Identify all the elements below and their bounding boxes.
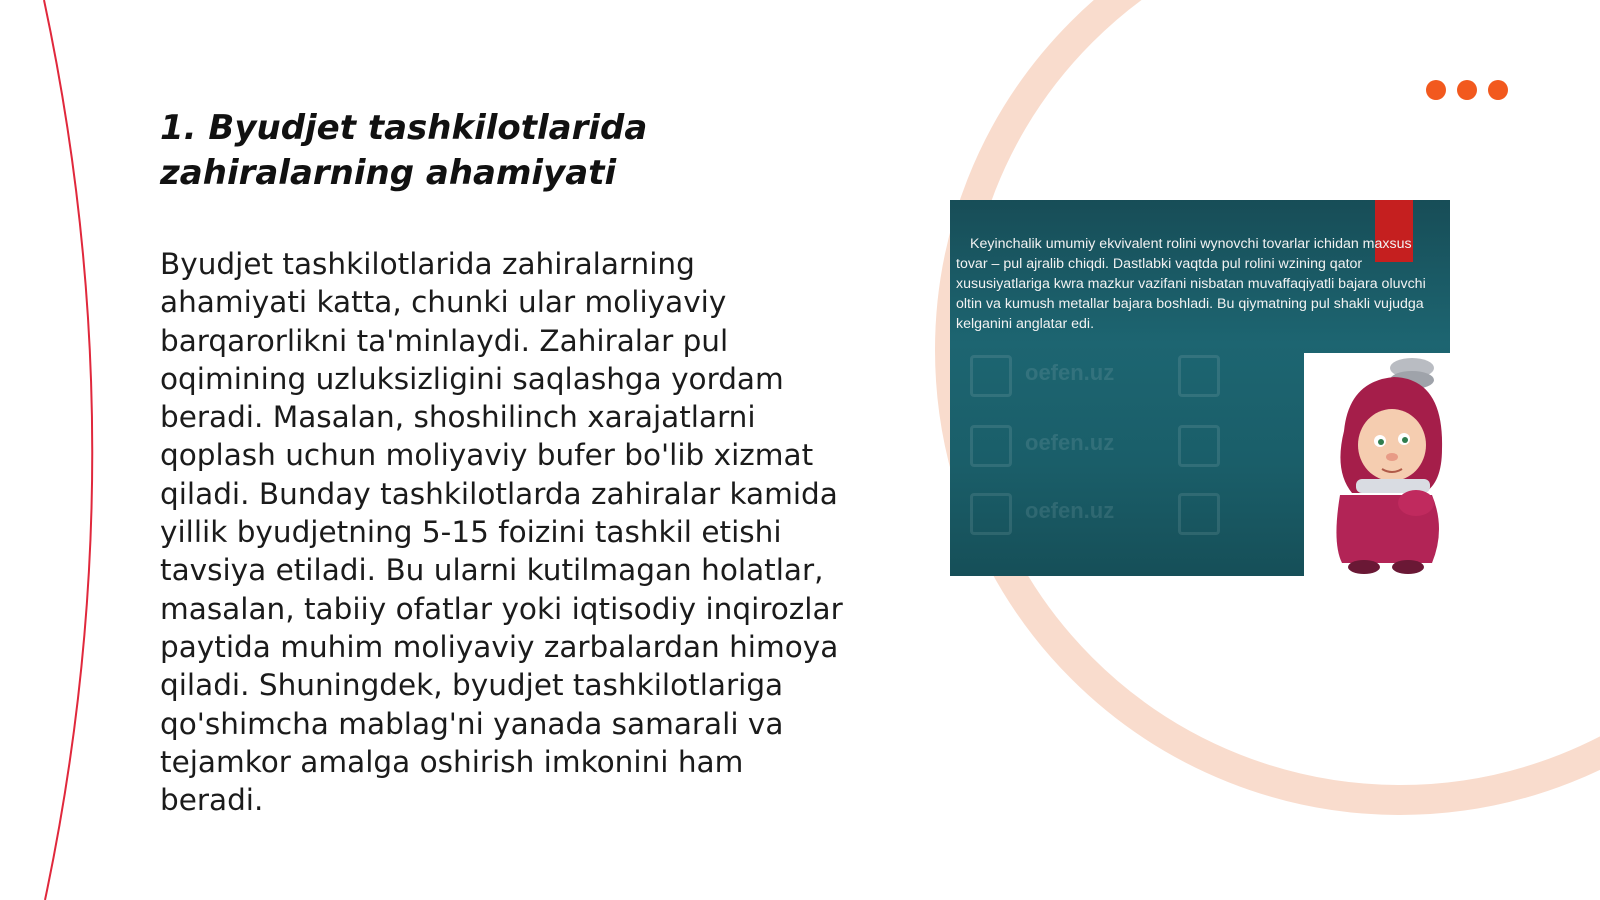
watermark-logo-icon — [1178, 355, 1220, 397]
watermark-text: oefen.uz — [1025, 360, 1115, 385]
dot-2 — [1457, 80, 1477, 100]
dot-3 — [1488, 80, 1508, 100]
doll-figure — [1304, 353, 1450, 576]
doll-illustration — [1304, 353, 1450, 576]
embedded-slide-image — [950, 200, 1450, 576]
slide-title: 1. Byudjet tashkilotlarida zahiralarning ahamiyati — [160, 108, 648, 193]
dot-1 — [1426, 80, 1446, 100]
watermark-text: oefen.uz — [1025, 430, 1115, 455]
slide-body-text: Byudjet tashkilotlarida zahiralarning ahamiyati katta, chunki ular moliyaviy barqarorlikni ta'minlaydi. Zahiralar pul oqimining uzluksizligini saqlashga yordam beradi. Masalan, shoshilinch xarajatlarni qoplash uchun moliyaviy bufer bo'lib xizmat qiladi. Bunday tashkilotlarda zahiralar kamida yillik byudjetning 5-15 foizini tashkil etishi tavsiya etiladi. Bu ularni kutilmagan holatlar, masalan, tabiiy ofatlar yoki iqtisodiy inqirozlar paytida muhim moliyaviy zarbalardan himoya qiladi. Shuningdek, byudjet tashkilotlariga qo'shimcha mablag'ni yanada samarali va tejamkor amalga oshirish imkonini ham beradi. — [160, 247, 843, 818]
more-dots-icon — [1426, 80, 1508, 100]
watermark-logo-icon — [970, 355, 1012, 397]
image-caption-text: Keyinchalik umumiy ekvivalent rolini wynovchi tovarlar ichidan maxsus tovar – pul ajralib chiqdi. Dastlabki vaqtda pul rolini wzining qator xususiyatlariga kwra mazkur vazifani nisbatan muvaffaqiyatli bajara oluvchi oltin va kumush metallar bajara boshladi. Bu qiymatning pul shakli vujudga kelganini anglatar edi. — [956, 236, 1426, 332]
watermark-logo-icon — [970, 493, 1012, 535]
watermark-logo-icon — [970, 425, 1012, 467]
left-curve-line — [44, 0, 92, 900]
watermark-logo-icon — [1178, 425, 1220, 467]
watermark-text: oefen.uz — [1025, 498, 1115, 523]
watermark-logo-icon — [1178, 493, 1220, 535]
